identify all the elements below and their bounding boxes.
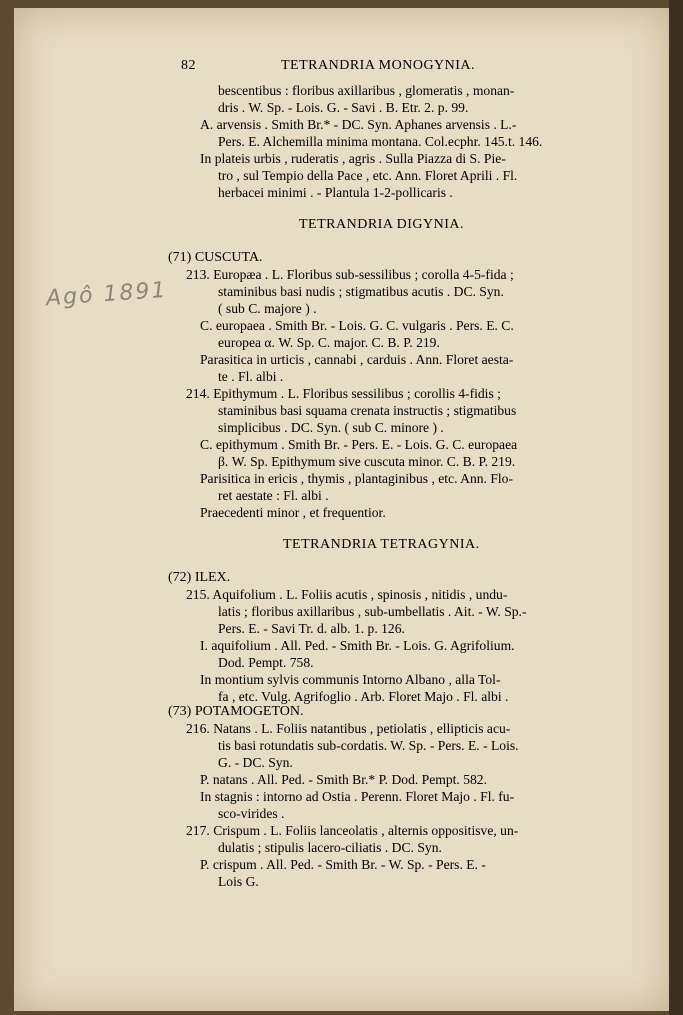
text-line: 213. Europæa . L. Floribus sub-sessilibus ; corolla 4-5-fida ; (186, 267, 514, 282)
text-line: P. natans . All. Ped. - Smith Br.* P. Dod. Pempt. 582. (200, 772, 488, 787)
text-line: Parisitica in ericis , thymis , plantaginibus , etc. Ann. Flo- (200, 471, 513, 486)
text-line: sco-virides . (218, 806, 285, 821)
text-line: In plateis urbis , ruderatis , agris . Sulla Piazza di S. Pie- (200, 151, 506, 166)
text-line: Praecedenti minor , et frequentior. (200, 505, 386, 520)
text-line: fa , etc. Vulg. Agrifoglio . Arb. Floret Majo . Fl. albi . (218, 689, 509, 704)
text-line: A. arvensis . Smith Br.* - DC. Syn. Aphanes arvensis . L.- (200, 117, 517, 132)
text-line: simplicibus . DC. Syn. ( sub C. minore ) . (218, 420, 444, 435)
text-line: europea α. W. Sp. C. major. C. B. P. 219. (218, 335, 440, 350)
text-line: 215. Aquifolium . L. Foliis acutis , spinosis , nitidis , undu- (186, 587, 508, 602)
text-line: P. crispum . All. Ped. - Smith Br. - W. Sp. - Pers. E. - (200, 857, 486, 872)
text-line: C. europaea . Smith Br. - Lois. G. C. vulgaris . Pers. E. C. (200, 318, 514, 333)
genus-heading: (73) POTAMOGETON. (168, 704, 304, 719)
genus-heading: (72) ILEX. (168, 570, 231, 585)
text-line: C. epithymum . Smith Br. - Pers. E. - Lois. G. C. europaea (200, 437, 518, 452)
text-line: G. - DC. Syn. (218, 755, 293, 770)
text-line: In montium sylvis communis Intorno Albano , alla Tol- (200, 672, 501, 687)
text-line: tro , sul Tempio della Pace , etc. Ann. Floret Aprili . Fl. (218, 168, 518, 183)
text-line: te . Fl. albi . (218, 369, 284, 384)
text-line: Parasitica in urticis , cannabi , carduis . Ann. Floret aesta- (200, 352, 514, 367)
text-line: dulatis ; stipulis lacero-ciliatis . DC. Syn. (218, 840, 442, 855)
text-line: dris . W. Sp. - Lois. G. - Savi . B. Etr. 2. p. 99. (218, 100, 469, 115)
text-line: latis ; floribus axillaribus , sub-umbellatis . Ait. - W. Sp.- (218, 604, 527, 619)
text-line: Pers. E. Alchemilla minima montana. Col.ecphr. 145.t. 146. (218, 134, 543, 149)
text-line: 216. Natans . L. Foliis natantibus , petiolatis , ellipticis acu- (186, 721, 511, 736)
text-line: In stagnis : intorno ad Ostia . Perenn. Floret Majo . Fl. fu- (200, 789, 515, 804)
text-line: staminibus basi squama crenata instructis ; stigmatibus (218, 403, 517, 418)
section-heading: TETRANDRIA DIGYNIA. (299, 217, 465, 232)
text-line: herbacei minimi . - Plantula 1-2-pollicaris . (218, 185, 453, 200)
section-heading: TETRANDRIA TETRAGYNIA. (283, 537, 480, 552)
text-line: ret aestate : Fl. albi . (218, 488, 329, 503)
page-number: 82 (181, 58, 196, 73)
text-line: I. aquifolium . All. Ped. - Smith Br. - Lois. G. Agrifolium. (200, 638, 515, 653)
text-line: β. W. Sp. Epithymum sive cuscuta minor. C. B. P. 219. (218, 454, 516, 469)
text-line: staminibus basi nudis ; stigmatibus acutis . DC. Syn. (218, 284, 504, 299)
text-line: 214. Epithymum . L. Floribus sessilibus ; corollis 4-fidis ; (186, 386, 501, 401)
text-line: tis basi rotundatis sub-cordatis. W. Sp. - Pers. E. - Lois. (218, 738, 519, 753)
text-line: Lois G. (218, 874, 259, 889)
handwritten-annotation: Agô 1891 (45, 277, 169, 312)
text-line: ( sub C. majore ) . (218, 301, 317, 316)
genus-heading: (71) CUSCUTA. (168, 250, 263, 265)
text-line: bescentibus : floribus axillaribus , glomeratis , monan- (218, 83, 515, 98)
running-title: TETRANDRIA MONOGYNIA. (281, 58, 476, 73)
text-line: Pers. E. - Savi Tr. d. alb. 1. p. 126. (218, 621, 405, 636)
text-line: 217. Crispum . L. Foliis lanceolatis , alternis oppositisve, un- (186, 823, 519, 838)
text-line: Dod. Pempt. 758. (218, 655, 314, 670)
page-edge-shadow (669, 0, 683, 1015)
